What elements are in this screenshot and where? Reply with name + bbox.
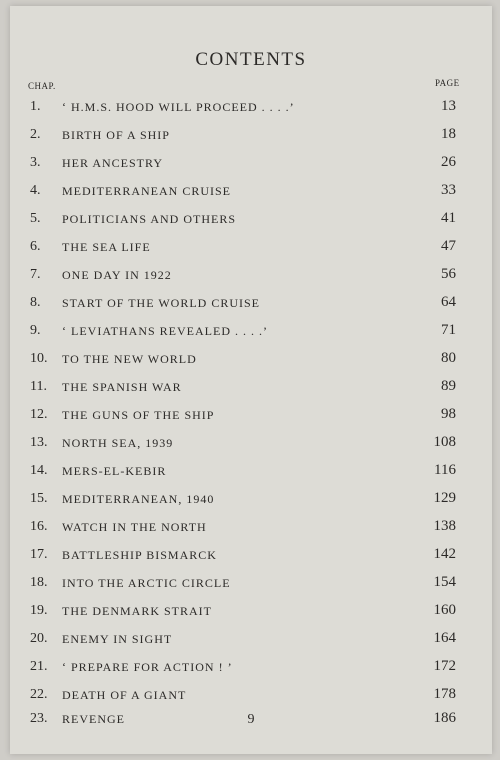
chapter-title: MERS-EL-KEBIR [62, 464, 167, 478]
toc-entry [10, 262, 492, 288]
toc-entry [10, 570, 492, 596]
toc-entry [10, 374, 492, 400]
chapter-number: 5. [30, 211, 41, 226]
toc-entry [10, 654, 492, 680]
chapter-page: 71 [441, 322, 456, 338]
toc-entry [10, 682, 492, 708]
toc-entry [10, 122, 492, 148]
chapter-title: ENEMY IN SIGHT [62, 632, 173, 646]
chapter-page: 129 [433, 490, 456, 506]
chapter-page: 13 [441, 98, 456, 114]
chapter-page: 142 [433, 546, 456, 562]
chapter-page: 138 [433, 518, 456, 534]
toc-entry [10, 402, 492, 428]
toc-entry [10, 430, 492, 456]
chapter-number: 9. [30, 323, 41, 338]
toc-entry [10, 178, 492, 204]
chapter-title: WATCH IN THE NORTH [62, 520, 207, 534]
chapter-number: 21. [30, 659, 48, 674]
chapter-title: NORTH SEA, 1939 [62, 436, 174, 450]
chapter-page: 164 [433, 630, 456, 646]
chapter-number: 23. [30, 711, 48, 726]
toc-entry [10, 290, 492, 316]
chapter-page: 172 [433, 658, 456, 674]
toc-entry [10, 94, 492, 120]
chapter-number: 8. [30, 295, 41, 310]
chapter-title: ‘ LEVIATHANS REVEALED . . . .’ [62, 324, 268, 338]
chapter-number: 14. [30, 463, 48, 478]
toc-entry [10, 514, 492, 540]
chapter-page: 89 [441, 378, 456, 394]
chapter-title: THE GUNS OF THE SHIP [62, 408, 215, 422]
chapter-page: 160 [433, 602, 456, 618]
chapter-number: 12. [30, 407, 48, 422]
chapter-title: THE DENMARK STRAIT [62, 604, 212, 618]
chapter-number: 6. [30, 239, 41, 254]
chapter-number: 7. [30, 267, 41, 282]
chapter-number: 18. [30, 575, 48, 590]
chapter-page: 33 [441, 182, 456, 198]
chapter-page: 56 [441, 266, 456, 282]
chapter-title: HER ANCESTRY [62, 156, 164, 170]
chapter-number: 11. [30, 379, 47, 394]
chapter-title: TO THE NEW WORLD [62, 352, 197, 366]
chapter-page: 47 [441, 238, 456, 254]
chapter-title: ‘ PREPARE FOR ACTION ! ’ [62, 660, 233, 674]
chapter-page: 186 [433, 710, 456, 726]
page-column-label: PAGE [435, 78, 460, 88]
chapter-title: MEDITERRANEAN CRUISE [62, 184, 231, 198]
chapter-number: 13. [30, 435, 48, 450]
chapter-number: 10. [30, 351, 48, 366]
book-page [10, 6, 492, 754]
chapter-title: START OF THE WORLD CRUISE [62, 296, 261, 310]
page-number: 9 [247, 712, 255, 727]
toc-entry [10, 206, 492, 232]
toc-entry [10, 458, 492, 484]
chapter-title: BATTLESHIP BISMARCK [62, 548, 217, 562]
toc-entry [10, 542, 492, 568]
chapter-title: INTO THE ARCTIC CIRCLE [62, 576, 231, 590]
chapter-number: 17. [30, 547, 48, 562]
chapter-title: THE SEA LIFE [62, 240, 151, 254]
toc-entry [10, 346, 492, 372]
chapter-number: 15. [30, 491, 48, 506]
chapter-page: 178 [433, 686, 456, 702]
chapter-number: 20. [30, 631, 48, 646]
toc-entry [10, 234, 492, 260]
chapter-number: 2. [30, 127, 41, 142]
chapter-title: BIRTH OF A SHIP [62, 128, 170, 142]
chapter-title: MEDITERRANEAN, 1940 [62, 492, 215, 506]
chapter-title: ONE DAY IN 1922 [62, 268, 172, 282]
chapter-number: 19. [30, 603, 48, 618]
chapter-number: 1. [30, 99, 41, 114]
toc-entry [10, 626, 492, 652]
chapter-number: 4. [30, 183, 41, 198]
chapter-page: 116 [434, 462, 456, 478]
chapter-page: 26 [441, 154, 456, 170]
chapter-title: REVENGE [62, 712, 125, 726]
toc-entry [10, 486, 492, 512]
chapter-page: 41 [441, 210, 456, 226]
chapter-number: 16. [30, 519, 48, 534]
chapter-title: ‘ H.M.S. HOOD WILL PROCEED . . . .’ [62, 100, 295, 114]
chapter-page: 154 [433, 574, 456, 590]
toc-entry [10, 318, 492, 344]
chapter-page: 98 [441, 406, 456, 422]
toc-entry [10, 598, 492, 624]
chapter-title: POLITICIANS AND OTHERS [62, 212, 237, 226]
chapter-number: 3. [30, 155, 41, 170]
chapter-page: 80 [441, 350, 456, 366]
toc-entry [10, 150, 492, 176]
chapter-title: DEATH OF A GIANT [62, 688, 187, 702]
page-title: CONTENTS [195, 49, 307, 70]
chapter-page: 108 [433, 434, 456, 450]
chapter-column-label: CHAP. [28, 81, 56, 91]
chapter-number: 22. [30, 687, 48, 702]
chapter-page: 18 [441, 126, 456, 142]
chapter-page: 64 [441, 294, 456, 310]
chapter-title: THE SPANISH WAR [62, 380, 182, 394]
